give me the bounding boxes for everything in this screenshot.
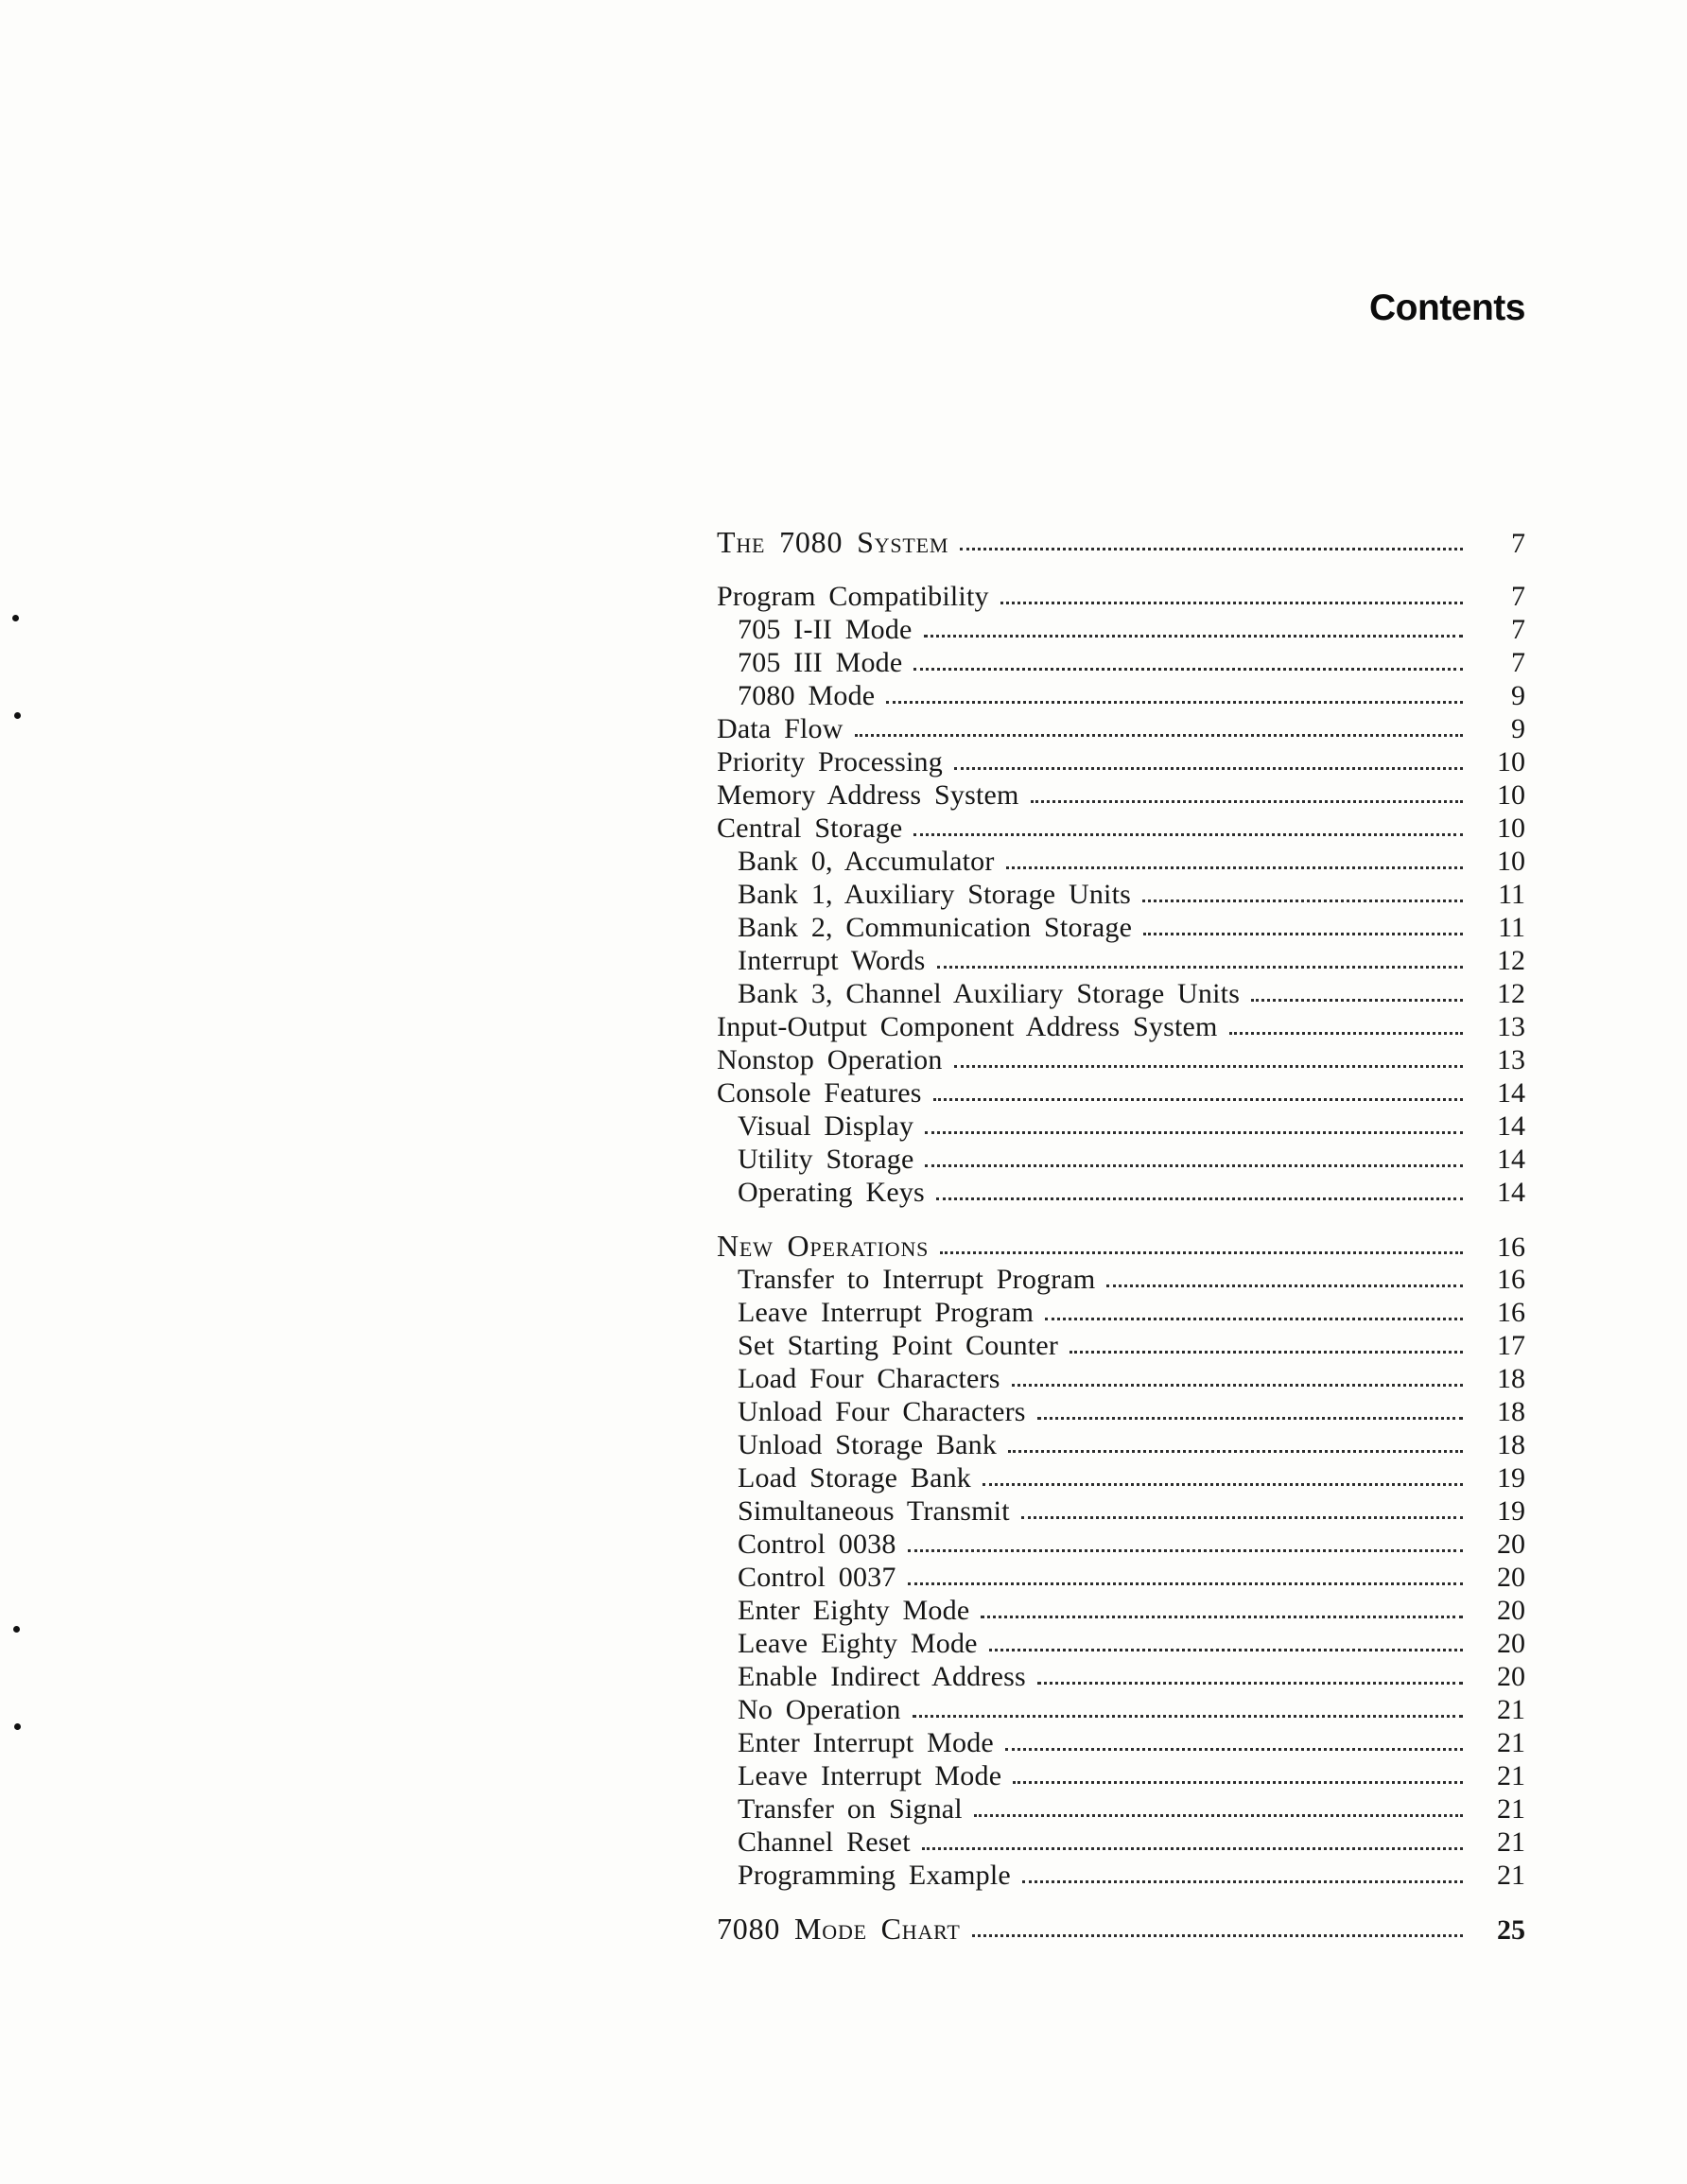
dot-leader — [1229, 1032, 1463, 1035]
toc-page-number: 21 — [1497, 1826, 1525, 1858]
toc-page-number: 14 — [1497, 1177, 1525, 1208]
dot-leader — [925, 1164, 1463, 1167]
toc-entry-label: Priority Processing — [717, 746, 943, 778]
toc-row — [717, 1913, 1525, 1946]
toc-entry-label: Utility Storage — [738, 1144, 914, 1175]
toc-row — [717, 1594, 1525, 1627]
toc-row — [717, 1826, 1525, 1859]
dot-leader — [1037, 1682, 1463, 1685]
toc-page-number: 14 — [1497, 1144, 1525, 1175]
toc-entry-label: Channel Reset — [738, 1826, 911, 1858]
toc-row — [717, 1176, 1525, 1209]
dot-leader — [1106, 1284, 1463, 1287]
dot-leader — [989, 1649, 1463, 1651]
dot-leader — [1022, 1880, 1463, 1883]
toc-entry-label: Set Starting Point Counter — [738, 1330, 1059, 1361]
toc-row — [717, 1395, 1525, 1428]
toc-page-number: 10 — [1497, 746, 1525, 778]
toc-entry-label: Enable Indirect Address — [738, 1661, 1026, 1692]
toc-entry-label: Bank 1, Auxiliary Storage Units — [738, 879, 1131, 910]
dot-leader — [954, 767, 1463, 770]
dot-leader — [981, 1616, 1463, 1618]
toc-entry-label: 7080 Mode Chart — [717, 1912, 961, 1946]
toc-row — [717, 679, 1525, 712]
dot-leader — [925, 1131, 1463, 1134]
toc-entry-label: Enter Interrupt Mode — [738, 1727, 994, 1758]
dot-leader — [908, 1582, 1463, 1585]
dot-leader — [913, 668, 1463, 671]
dot-leader — [1021, 1516, 1463, 1519]
toc-row — [717, 1076, 1525, 1109]
dot-leader — [1005, 1748, 1463, 1751]
dot-leader — [933, 1098, 1463, 1101]
toc-page-number: 14 — [1497, 1110, 1525, 1142]
toc-entry-label: Leave Interrupt Mode — [738, 1760, 1002, 1791]
toc-row — [717, 1627, 1525, 1660]
toc-page-number: 12 — [1497, 945, 1525, 976]
toc-row — [717, 1561, 1525, 1594]
toc-entry-label: Bank 3, Channel Auxiliary Storage Units — [738, 978, 1241, 1009]
toc-entry-label: 705 III Mode — [738, 647, 903, 678]
dot-leader — [1037, 1417, 1463, 1420]
margin-dot — [13, 1626, 20, 1633]
toc-page-number: 10 — [1497, 812, 1525, 844]
toc-row — [717, 778, 1525, 812]
dot-leader — [937, 966, 1464, 969]
toc-page-number: 11 — [1498, 912, 1525, 943]
toc-row — [717, 1263, 1525, 1296]
toc-page-number: 7 — [1511, 647, 1525, 678]
dot-leader — [913, 833, 1463, 836]
toc-page-number: 19 — [1497, 1462, 1525, 1494]
dot-leader — [1006, 866, 1463, 869]
toc-row — [717, 712, 1525, 745]
toc-row — [717, 1859, 1525, 1892]
toc-row — [717, 526, 1525, 559]
toc-page-number: 20 — [1497, 1661, 1525, 1692]
toc-entry-label: 7080 Mode — [738, 680, 876, 711]
toc-entry-label: Load Storage Bank — [738, 1462, 972, 1494]
toc-page-number: 18 — [1497, 1363, 1525, 1394]
toc-row — [717, 1043, 1525, 1076]
dot-leader — [960, 548, 1463, 550]
dot-leader — [886, 701, 1463, 704]
toc-row — [717, 1362, 1525, 1395]
dot-leader — [1000, 602, 1463, 604]
toc-row — [717, 1461, 1525, 1494]
toc-row — [717, 812, 1525, 845]
toc-entry-label: Unload Four Characters — [738, 1396, 1026, 1427]
toc-entry-label: Simultaneous Transmit — [738, 1495, 1010, 1527]
toc-page-number: 16 — [1497, 1297, 1525, 1328]
toc-row — [717, 1759, 1525, 1792]
toc-entry-label: Load Four Characters — [738, 1363, 1000, 1394]
toc-row — [717, 1726, 1525, 1759]
toc-entry-label: Console Features — [717, 1077, 922, 1109]
toc-entry-label: Leave Eighty Mode — [738, 1628, 978, 1659]
toc-page-number: 10 — [1497, 779, 1525, 811]
toc-entry-label: Unload Storage Bank — [738, 1429, 998, 1460]
toc-entry-label: Memory Address System — [717, 779, 1019, 811]
toc-entry-label: Operating Keys — [738, 1177, 925, 1208]
toc-entry-label: No Operation — [738, 1694, 901, 1725]
dot-leader — [1070, 1351, 1463, 1354]
dot-leader — [855, 734, 1463, 737]
margin-dot — [12, 615, 19, 621]
toc-page-number: 14 — [1497, 1077, 1525, 1109]
toc-page-number: 13 — [1497, 1011, 1525, 1042]
toc-page-number: 21 — [1497, 1760, 1525, 1791]
dot-leader — [1142, 900, 1463, 902]
table-of-contents — [717, 526, 1525, 1946]
dot-leader — [936, 1197, 1463, 1200]
toc-page-number: 7 — [1511, 614, 1525, 645]
margin-dot — [14, 712, 21, 719]
toc-row — [717, 1143, 1525, 1176]
dot-leader — [1251, 999, 1463, 1002]
toc-page-number: 21 — [1497, 1727, 1525, 1758]
toc-page-number: 7 — [1511, 528, 1525, 559]
toc-row — [717, 1296, 1525, 1329]
toc-entry-label: The 7080 System — [717, 525, 949, 559]
toc-page-number: 19 — [1497, 1495, 1525, 1527]
toc-page-number: 25 — [1497, 1914, 1525, 1946]
toc-entry-label: Transfer to Interrupt Program — [738, 1264, 1096, 1295]
toc-row — [717, 646, 1525, 679]
toc-page-number: 20 — [1497, 1628, 1525, 1659]
toc-page-number: 9 — [1511, 713, 1525, 744]
toc-row — [717, 944, 1525, 977]
toc-entry-label: Interrupt Words — [738, 945, 926, 976]
dot-leader — [1012, 1384, 1463, 1387]
toc-row — [717, 580, 1525, 613]
toc-row — [717, 911, 1525, 944]
dot-leader — [1013, 1781, 1463, 1784]
toc-row — [717, 1109, 1525, 1143]
toc-entry-label: Transfer on Signal — [738, 1793, 963, 1825]
toc-row — [717, 745, 1525, 778]
dot-leader — [913, 1715, 1463, 1718]
toc-page-number: 11 — [1498, 879, 1525, 910]
dot-leader — [954, 1065, 1463, 1068]
toc-page-number: 7 — [1511, 581, 1525, 612]
margin-dot — [14, 1723, 21, 1730]
toc-page-number: 21 — [1497, 1860, 1525, 1891]
dot-leader — [1031, 800, 1463, 803]
toc-page-number: 13 — [1497, 1044, 1525, 1075]
toc-page-number: 10 — [1497, 846, 1525, 877]
toc-entry-label: 705 I-II Mode — [738, 614, 913, 645]
toc-entry-label: New Operations — [717, 1229, 930, 1263]
toc-row — [717, 1792, 1525, 1826]
toc-page-number: 20 — [1497, 1595, 1525, 1626]
toc-entry-label: Nonstop Operation — [717, 1044, 943, 1075]
toc-page-number: 16 — [1497, 1232, 1525, 1263]
dot-leader — [1045, 1318, 1463, 1320]
toc-page-number: 12 — [1497, 978, 1525, 1009]
dot-leader — [974, 1814, 1463, 1817]
toc-row — [717, 1494, 1525, 1528]
toc-row — [717, 845, 1525, 878]
toc-page-number: 20 — [1497, 1529, 1525, 1560]
toc-entry-label: Central Storage — [717, 812, 903, 844]
toc-page-number: 16 — [1497, 1264, 1525, 1295]
toc-row — [717, 1010, 1525, 1043]
toc-row — [717, 1528, 1525, 1561]
toc-page-number: 20 — [1497, 1562, 1525, 1593]
toc-row — [717, 977, 1525, 1010]
toc-row — [717, 613, 1525, 646]
dot-leader — [1143, 933, 1463, 935]
toc-entry-label: Control 0037 — [738, 1562, 896, 1593]
toc-entry-label: Input-Output Component Address System — [717, 1011, 1218, 1042]
dot-leader — [1008, 1450, 1463, 1453]
toc-row — [717, 1230, 1525, 1263]
dot-leader — [924, 635, 1463, 638]
toc-page-number: 18 — [1497, 1396, 1525, 1427]
dot-leader — [940, 1251, 1463, 1254]
toc-entry-label: Program Compatibility — [717, 581, 989, 612]
dot-leader — [922, 1847, 1463, 1850]
toc-entry-label: Data Flow — [717, 713, 844, 744]
dot-leader — [908, 1549, 1463, 1552]
page-title: Contents — [1369, 288, 1525, 328]
toc-row — [717, 878, 1525, 911]
toc-entry-label: Bank 2, Communication Storage — [738, 912, 1133, 943]
toc-row — [717, 1693, 1525, 1726]
toc-entry-label: Enter Eighty Mode — [738, 1595, 970, 1626]
toc-row — [717, 1329, 1525, 1362]
toc-page-number: 21 — [1497, 1793, 1525, 1825]
dot-leader — [983, 1483, 1463, 1486]
toc-entry-label: Visual Display — [738, 1110, 914, 1142]
toc-page-number: 9 — [1511, 680, 1525, 711]
toc-page-number: 18 — [1497, 1429, 1525, 1460]
toc-row — [717, 1660, 1525, 1693]
toc-entry-label: Control 0038 — [738, 1529, 896, 1560]
toc-row — [717, 1428, 1525, 1461]
toc-entry-label: Programming Example — [738, 1860, 1011, 1891]
toc-entry-label: Leave Interrupt Program — [738, 1297, 1035, 1328]
toc-entry-label: Bank 0, Accumulator — [738, 846, 995, 877]
toc-page-number: 21 — [1497, 1694, 1525, 1725]
toc-page-number: 17 — [1497, 1330, 1525, 1361]
dot-leader — [972, 1934, 1463, 1937]
